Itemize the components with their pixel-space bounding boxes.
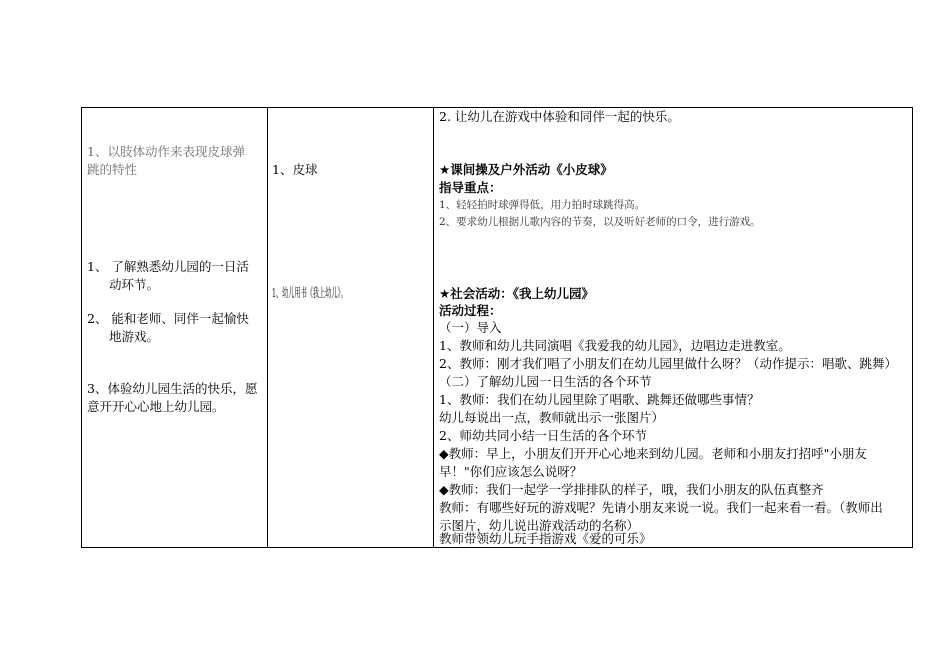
process-line: 1、教师和幼儿共同演唱《我爱我的幼儿园》，边唱边走进教室。: [439, 338, 791, 353]
material-2: 1、幼儿用书《我上幼儿》。: [272, 285, 347, 300]
section-2-subtitle: 活动过程：: [439, 303, 502, 318]
process-line: 示图片，幼儿说出游戏活动的名称）: [439, 518, 640, 533]
process-line: ◆教师：早上，小朋友们开开心心地来到幼儿园。老师和小朋友打招呼"小朋友: [439, 446, 867, 461]
material-1: 1、皮球: [272, 162, 318, 177]
process-line: 教师带领幼儿玩手指游戏《爱的可乐》: [439, 531, 652, 546]
section-1-item-1: 1、轻轻拍时球弹得低，用力拍时球跳得高。: [439, 199, 646, 211]
goal-2-item-1-line-2: 动环节。: [109, 277, 160, 292]
process-line: 2、教师：刚才我们唱了小朋友们在幼儿园里做什么呀？（动作提示：唱歌、跳舞）: [439, 356, 897, 371]
section-2-title: ★社会活动：《我上幼儿园》: [439, 286, 594, 301]
process-line: （一）导入: [439, 320, 502, 335]
process-line: 1、教师：我们在幼儿园里除了唱歌、跳舞还做哪些事情？: [439, 392, 760, 407]
section-1-item-2: 2、要求幼儿根据儿歌内容的节奏，以及听好老师的口令，进行游戏。: [439, 216, 761, 228]
goal-2-item-1-line-1: 1、 了解熟悉幼儿园的一日活: [87, 259, 249, 274]
goal-2-item-3-line-2: 意开开心心地上幼儿园。: [87, 399, 225, 414]
section-1-title: ★课间操及户外活动《小皮球》: [439, 162, 613, 177]
goal-1-line-2: 跳的特性: [87, 162, 138, 177]
goal-statement-2: 2. 让幼儿在游戏中体验和同伴一起的快乐。: [439, 109, 680, 124]
process-line: 教师：有哪些好玩的游戏呢？先请小朋友来说一说。我们一起来看一看。（教师出: [439, 500, 883, 515]
goal-2-item-2-line-1: 2、 能和老师、同伴一起愉快: [87, 311, 249, 326]
process-line: 2、师幼共同小结一日生活的各个环节: [439, 428, 647, 443]
goal-2-item-2-line-2: 地游戏。: [109, 329, 160, 344]
goal-2-item-3-line-1: 3、体验幼儿园生活的快乐，愿: [87, 381, 258, 396]
process-line: ◆教师：我们一起学一学排排队的样子，哦，我们小朋友的队伍真整齐: [439, 482, 824, 497]
process-line: 幼儿每说出一点，教师就出示一张图片）: [439, 410, 665, 425]
process-line: 早！"你们应该怎么说呀？: [439, 464, 583, 479]
goal-1-line-1: 1、以肢体动作来表现皮球弹: [87, 144, 245, 159]
section-1-subtitle: 指导重点：: [439, 180, 502, 195]
column-divider-1: [267, 108, 268, 547]
process-line: （二）了解幼儿园一日生活的各个环节: [439, 374, 652, 389]
column-divider-2: [433, 108, 434, 547]
